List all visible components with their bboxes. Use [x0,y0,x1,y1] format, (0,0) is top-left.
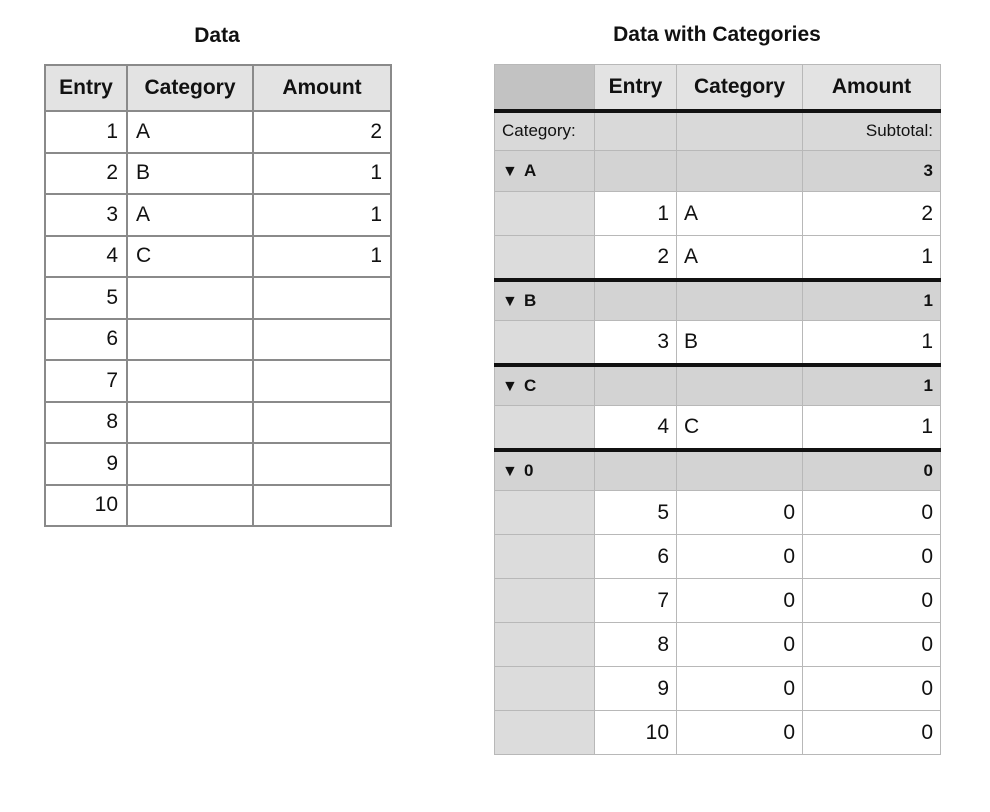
category-cell[interactable]: 0 [677,623,803,667]
entry-cell[interactable]: 1 [45,111,127,153]
header-amount[interactable]: Amount [253,65,391,111]
category-cell[interactable] [127,485,253,527]
entry-cell[interactable]: 5 [45,277,127,319]
category-cell[interactable]: A [677,192,803,236]
row-gutter-cell [495,623,595,667]
amount-cell[interactable]: 0 [803,491,941,535]
entry-cell[interactable]: 3 [45,194,127,236]
category-cell[interactable] [127,443,253,485]
data-table [44,64,392,527]
entry-cell[interactable]: 1 [595,192,677,236]
category-cell[interactable]: 0 [677,667,803,711]
category-group-row[interactable] [495,151,941,192]
amount-cell[interactable]: 1 [253,236,391,278]
header-entry[interactable]: Entry [595,65,677,111]
amount-cell[interactable] [253,360,391,402]
entry-cell[interactable]: 2 [45,153,127,195]
group-empty-cell [677,151,803,192]
amount-cell[interactable]: 1 [803,236,941,280]
category-group-row[interactable] [495,365,941,406]
group-empty-cell [595,151,677,192]
table-row [495,321,941,365]
amount-cell[interactable] [253,402,391,444]
row-gutter-cell [495,491,595,535]
entry-cell[interactable]: 2 [595,236,677,280]
header-category[interactable]: Category [127,65,253,111]
header-category[interactable]: Category [677,65,803,111]
data-table-header-row [45,65,391,111]
category-group-header[interactable] [495,151,595,192]
entry-cell[interactable]: 3 [595,321,677,365]
category-label-spacer [677,111,803,151]
category-cell[interactable]: B [677,321,803,365]
category-group-name: C [524,375,537,395]
table-row [45,443,391,485]
table-row [495,192,941,236]
category-label: Category: [495,111,595,151]
category-cell[interactable] [127,319,253,361]
category-cell[interactable]: 0 [677,491,803,535]
category-subtotal: 1 [803,280,941,321]
categories-table [494,64,941,755]
table-row [495,711,941,755]
category-group-header[interactable] [495,450,595,491]
amount-cell[interactable]: 2 [253,111,391,153]
category-cell[interactable] [127,277,253,319]
category-group-row[interactable] [495,280,941,321]
category-cell[interactable]: C [677,406,803,450]
row-gutter-cell [495,321,595,365]
amount-cell[interactable]: 0 [803,623,941,667]
table-row [495,623,941,667]
group-empty-cell [595,280,677,321]
group-empty-cell [677,280,803,321]
table-row [495,406,941,450]
table-row [495,236,941,280]
categories-table-header-row [495,65,941,111]
table-row [45,111,391,153]
group-empty-cell [595,365,677,406]
categories-table-title: Data with Categories [613,23,821,46]
table-row [45,236,391,278]
category-label-row [495,111,941,151]
amount-cell[interactable]: 1 [803,321,941,365]
category-cell[interactable]: 0 [677,535,803,579]
category-group-name: 0 [524,460,534,480]
row-gutter-cell [495,192,595,236]
category-group-header[interactable] [495,280,595,321]
disclosure-triangle-icon[interactable]: ▼ [502,377,518,395]
entry-cell[interactable]: 10 [45,485,127,527]
category-cell[interactable]: A [127,194,253,236]
amount-cell[interactable] [253,277,391,319]
disclosure-triangle-icon[interactable]: ▼ [502,292,518,310]
group-empty-cell [677,450,803,491]
disclosure-triangle-icon[interactable]: ▼ [502,462,518,480]
entry-cell[interactable]: 8 [45,402,127,444]
category-cell[interactable]: C [127,236,253,278]
entry-cell[interactable]: 10 [595,711,677,755]
header-entry[interactable]: Entry [45,65,127,111]
header-amount[interactable]: Amount [803,65,941,111]
entry-cell[interactable]: 4 [45,236,127,278]
row-gutter-cell [495,535,595,579]
table-row [45,153,391,195]
group-empty-cell [595,450,677,491]
table-row [495,579,941,623]
entry-cell[interactable]: 8 [595,623,677,667]
table-row [45,194,391,236]
category-subtotal: 3 [803,151,941,192]
amount-cell[interactable]: 1 [253,153,391,195]
row-gutter-cell [495,236,595,280]
row-gutter-cell [495,711,595,755]
subtotal-label: Subtotal: [803,111,941,151]
table-row [495,491,941,535]
row-gutter-cell [495,579,595,623]
category-group-name: A [524,161,537,180]
amount-cell[interactable]: 0 [803,667,941,711]
category-subtotal: 0 [803,450,941,491]
row-gutter-cell [495,406,595,450]
category-cell[interactable]: A [127,111,253,153]
amount-cell[interactable]: 2 [803,192,941,236]
table-row [45,319,391,361]
amount-cell[interactable]: 0 [803,535,941,579]
category-cell[interactable]: A [677,236,803,280]
entry-cell[interactable]: 5 [595,491,677,535]
entry-cell[interactable]: 9 [45,443,127,485]
amount-cell[interactable] [253,485,391,527]
table-row [45,360,391,402]
category-subtotal: 1 [803,365,941,406]
amount-cell[interactable]: 0 [803,711,941,755]
header-corner-cell[interactable] [495,65,595,111]
category-group-name: B [524,290,537,310]
category-cell[interactable] [127,402,253,444]
category-cell[interactable]: 0 [677,579,803,623]
entry-cell[interactable]: 7 [595,579,677,623]
amount-cell[interactable] [253,443,391,485]
table-row [495,667,941,711]
table-row [45,402,391,444]
amount-cell[interactable] [253,319,391,361]
table-row [495,535,941,579]
row-gutter-cell [495,667,595,711]
disclosure-triangle-icon[interactable]: ▼ [502,163,518,180]
category-group-header[interactable] [495,365,595,406]
amount-cell[interactable]: 1 [803,406,941,450]
amount-cell[interactable]: 0 [803,579,941,623]
entry-cell[interactable]: 6 [45,319,127,361]
entry-cell[interactable]: 4 [595,406,677,450]
table-row [45,277,391,319]
group-empty-cell [677,365,803,406]
category-cell[interactable]: B [127,153,253,195]
category-cell[interactable] [127,360,253,402]
table-row [45,485,391,527]
category-group-row[interactable] [495,450,941,491]
data-table-title: Data [194,24,240,47]
entry-cell[interactable]: 6 [595,535,677,579]
amount-cell[interactable]: 1 [253,194,391,236]
category-cell[interactable]: 0 [677,711,803,755]
category-label-spacer [595,111,677,151]
entry-cell[interactable]: 7 [45,360,127,402]
entry-cell[interactable]: 9 [595,667,677,711]
